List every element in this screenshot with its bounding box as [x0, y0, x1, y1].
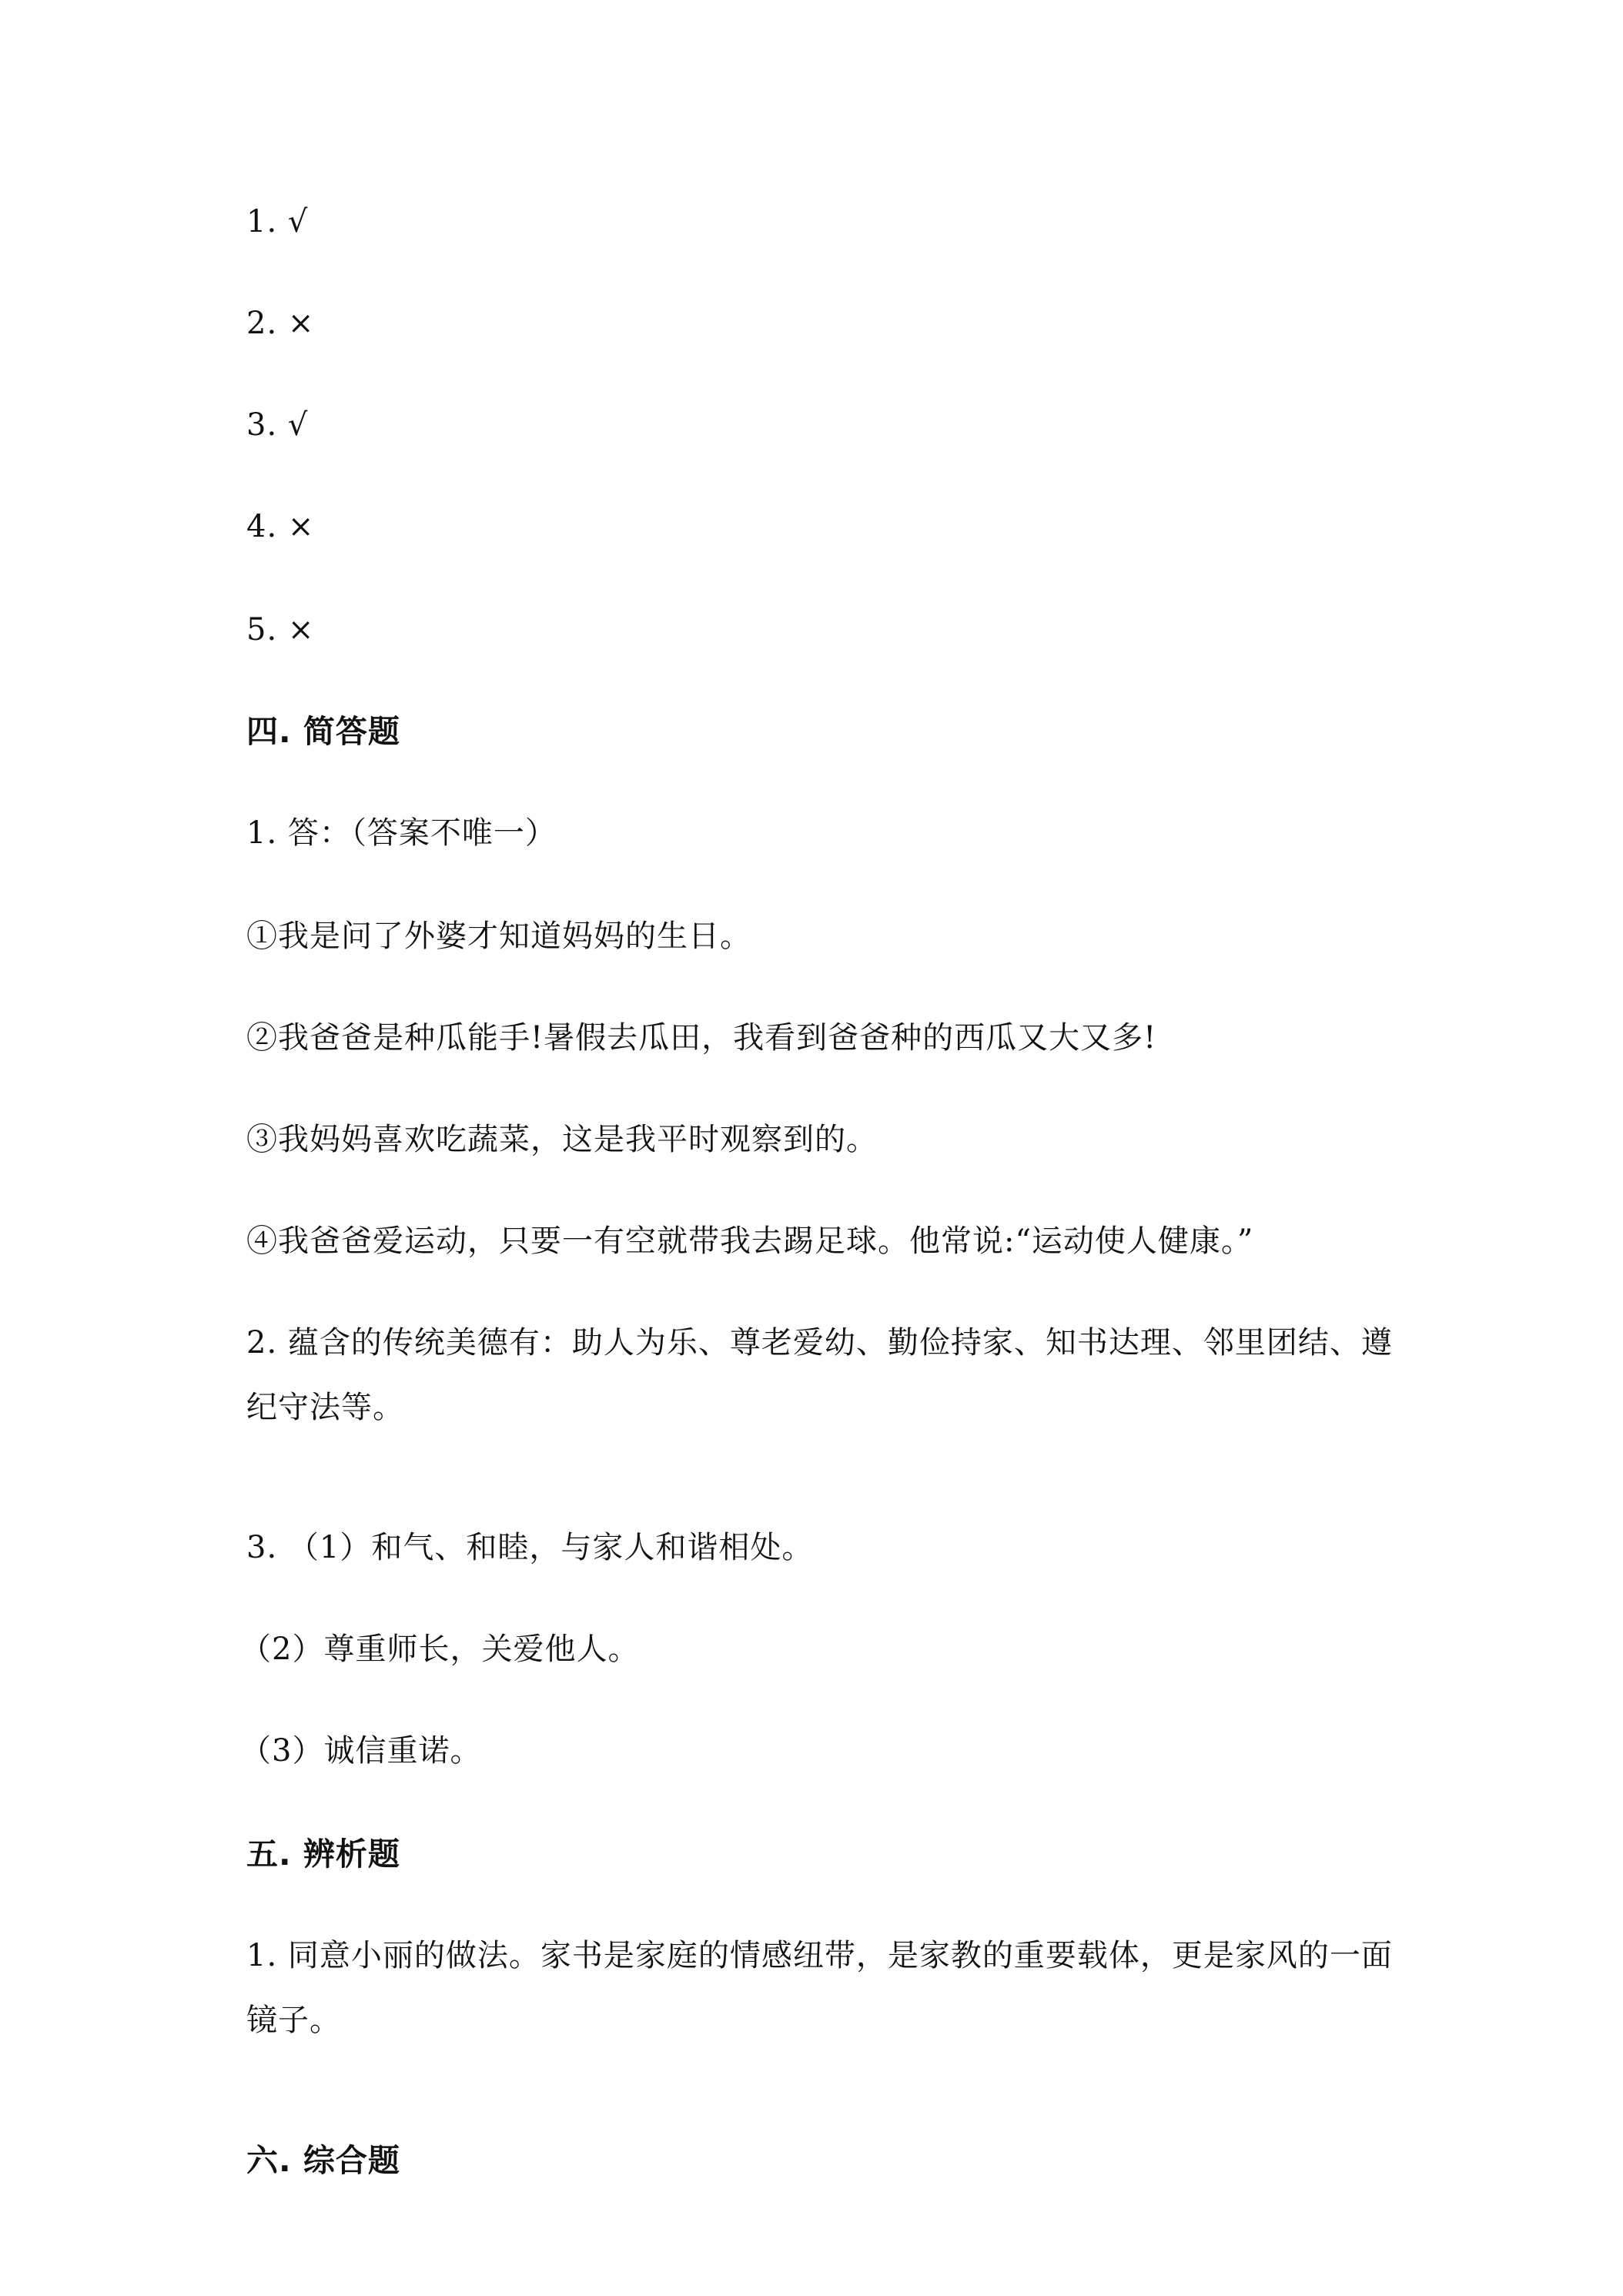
judgement-answer-3: 3. √ — [246, 407, 309, 443]
judgement-answer-5: 5. × — [246, 612, 315, 648]
short-answer-3-part-3: （3）诚信重诺。 — [240, 1733, 482, 1769]
section-heading-analysis: 五. 辨析题 — [246, 1836, 400, 1873]
judgement-answer-4: 4. × — [246, 509, 315, 544]
short-answer-1-point-3: ③我妈妈喜欢吃蔬菜，这是我平时观察到的。 — [246, 1122, 878, 1157]
short-answer-3-part-1: 3. （1）和气、和睦，与家人和谐相处。 — [246, 1530, 814, 1565]
judgement-answer-2: 2. × — [246, 306, 315, 341]
short-answer-1-point-2: ②我爸爸是种瓜能手!暑假去瓜田，我看到爸爸种的西瓜又大又多! — [246, 1020, 1157, 1056]
short-answer-2: 2. 蕴含的传统美德有：助人为乐、尊老爱幼、勤俭持家、知书达理、邻里团结、遵纪守法等。 — [246, 1325, 1393, 1425]
short-answer-1-point-1: ①我是问了外婆才知道妈妈的生日。 — [246, 919, 751, 954]
section-heading-comprehensive: 六. 综合题 — [246, 2142, 400, 2179]
section-heading-short-answer: 四. 简答题 — [246, 713, 400, 750]
analysis-answer-1: 1. 同意小丽的做法。家书是家庭的情感纽带，是家教的重要载体，更是家风的一面镜子。 — [246, 1938, 1393, 2038]
judgement-answer-1: 1. √ — [246, 204, 309, 239]
short-answer-1-point-4: ④我爸爸爱运动，只要一有空就带我去踢足球。他常说:“运动使人健康。” — [246, 1223, 1254, 1259]
short-answer-1-intro: 1. 答：（答案不唯一） — [246, 815, 557, 851]
short-answer-3-part-2: （2）尊重师长，关爱他人。 — [240, 1632, 640, 1667]
